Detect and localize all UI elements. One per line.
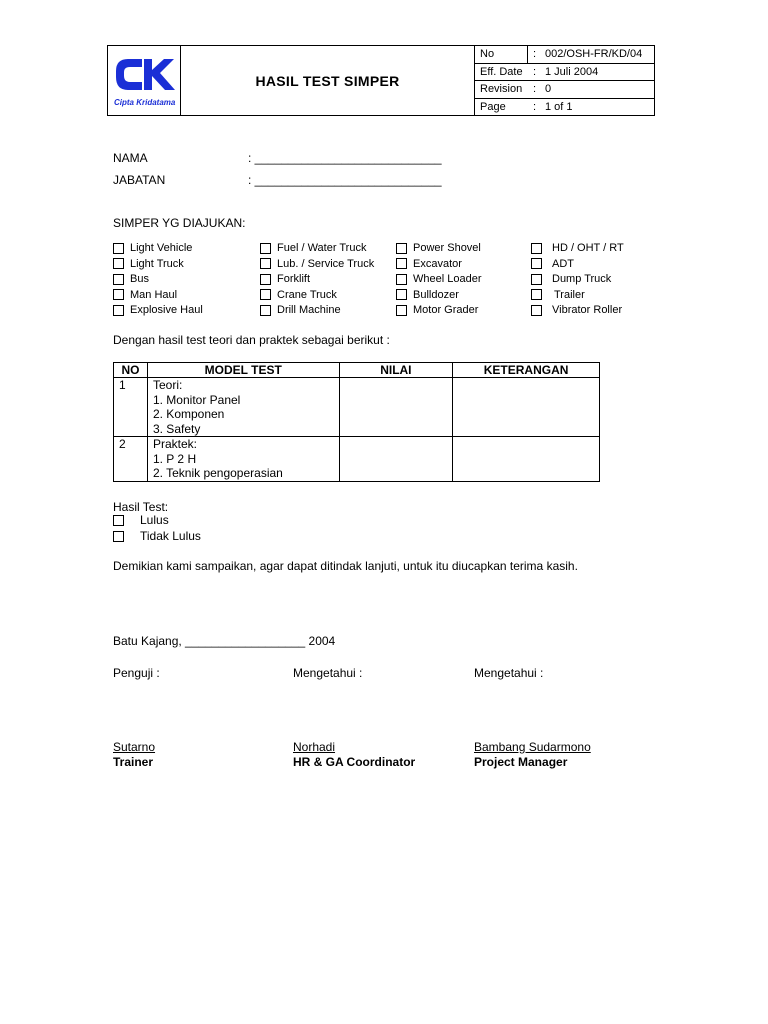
meta-colon: : [533, 83, 537, 95]
document-meta-table [474, 46, 655, 115]
simper-option[interactable]: Drill Machine [260, 303, 341, 317]
checkbox[interactable] [396, 289, 407, 300]
title-cell [181, 46, 474, 115]
signature-role: Penguji : [113, 666, 160, 680]
result-label: Hasil Test: [113, 500, 169, 514]
checkbox[interactable] [113, 289, 124, 300]
row-item: 2. Komponen [152, 407, 225, 421]
checkbox[interactable] [531, 289, 542, 300]
checkbox[interactable] [531, 258, 542, 269]
row-no: 1 [114, 378, 148, 437]
row-item: 1. P 2 H [152, 451, 197, 466]
simper-option[interactable]: Lub. / Service Truck [260, 257, 374, 271]
checkbox[interactable] [260, 305, 271, 316]
row-item: 3. Safety [152, 421, 201, 436]
simper-option[interactable]: Crane Truck [260, 288, 337, 302]
checkbox[interactable] [396, 305, 407, 316]
checkbox[interactable] [113, 531, 124, 542]
document-title: HASIL TEST SIMPER [255, 72, 400, 89]
simper-option[interactable]: ADT [531, 257, 574, 271]
signature-title: HR & GA Coordinator [293, 755, 416, 769]
checkbox[interactable] [113, 243, 124, 254]
row-title: Praktek: [152, 437, 197, 451]
meta-key: Revision [480, 83, 523, 95]
meta-row-no [475, 46, 655, 64]
row-model-test [147, 378, 339, 437]
table-row [114, 378, 600, 437]
meta-colon: : [533, 48, 537, 60]
simper-option[interactable]: Motor Grader [396, 303, 478, 317]
row-item: 2. Teknik pengoperasian [152, 466, 283, 480]
simper-option[interactable]: Dump Truck [531, 272, 611, 286]
checkbox[interactable] [396, 243, 407, 254]
checkbox[interactable] [396, 274, 407, 285]
simper-option[interactable]: Bulldozer [396, 288, 459, 302]
meta-row-page [475, 99, 655, 117]
jabatan-field[interactable]: : ____________________________ [248, 173, 442, 187]
checkbox[interactable] [113, 258, 124, 269]
checkbox[interactable] [531, 274, 542, 285]
logo-text: Cipta Kridatama [114, 98, 176, 107]
header-nilai: NILAI [339, 363, 453, 378]
cipta-kridatama-logo [108, 46, 181, 115]
simper-option[interactable]: Man Haul [113, 288, 177, 302]
meta-colon: : [533, 65, 537, 78]
simper-option[interactable]: Wheel Loader [396, 272, 482, 286]
checkbox[interactable] [260, 274, 271, 285]
checkbox[interactable] [113, 515, 124, 526]
row-keterangan-cell[interactable] [453, 437, 600, 482]
meta-value: 1 Juli 2004 [545, 65, 599, 78]
header-keterangan: KETERANGAN [453, 363, 600, 378]
result-option-tidak-lulus[interactable]: Tidak Lulus [113, 529, 201, 543]
simper-option[interactable]: Explosive Haul [113, 303, 203, 317]
checkbox[interactable] [260, 258, 271, 269]
simper-option[interactable]: Trailer [531, 288, 585, 302]
row-keterangan-cell[interactable] [453, 378, 600, 437]
intro-text: Dengan hasil test teori dan praktek sebagai berikut : [113, 333, 390, 347]
checkbox[interactable] [260, 289, 271, 300]
simper-option[interactable]: Excavator [396, 257, 462, 271]
header-model-test: MODEL TEST [147, 363, 339, 378]
nama-label: NAMA [113, 151, 148, 165]
logo-cell [108, 46, 181, 115]
nama-field[interactable]: : ____________________________ [248, 151, 442, 165]
closing-text: Demikian kami sampaikan, agar dapat ditindak lanjuti, untuk itu diucapkan terima kasih. [113, 559, 578, 573]
meta-value: 1 of 1 [545, 100, 573, 113]
signature-role: Mengetahui : [293, 666, 363, 680]
row-no: 2 [114, 437, 148, 482]
place-date: Batu Kajang, __________________ 2004 [113, 634, 336, 648]
table-header-row [114, 363, 600, 378]
meta-key: Page [480, 100, 506, 113]
row-title: Teori: [152, 378, 183, 392]
checkbox[interactable] [260, 243, 271, 254]
simper-option[interactable]: Fuel / Water Truck [260, 241, 366, 255]
signature-name: Norhadi [293, 740, 336, 754]
jabatan-label: JABATAN [113, 173, 166, 187]
checkbox[interactable] [113, 274, 124, 285]
signature-title: Project Manager [474, 755, 568, 769]
signature-name: Sutarno [113, 740, 156, 754]
meta-key: No [480, 48, 495, 60]
simper-option[interactable]: Power Shovel [396, 241, 481, 255]
test-results-table [113, 362, 600, 482]
simper-label: SIMPER YG DIAJUKAN: [113, 216, 246, 230]
result-option-lulus[interactable]: Lulus [113, 513, 169, 527]
meta-key: Eff. Date [480, 65, 523, 78]
checkbox[interactable] [113, 305, 124, 316]
meta-row-eff-date [475, 64, 655, 82]
meta-row-revision [475, 81, 655, 99]
row-model-test [147, 437, 339, 482]
simper-option[interactable]: Light Vehicle [113, 241, 192, 255]
simper-option[interactable]: HD / OHT / RT [531, 241, 624, 255]
row-item: 1. Monitor Panel [152, 392, 241, 407]
simper-option[interactable]: Bus [113, 272, 149, 286]
checkbox[interactable] [396, 258, 407, 269]
document-header [107, 45, 655, 116]
meta-colon: : [533, 100, 537, 113]
checkbox[interactable] [531, 243, 542, 254]
header-no: NO [114, 363, 148, 378]
signature-title: Trainer [113, 755, 154, 769]
signature-name: Bambang Sudarmono [474, 740, 591, 754]
simper-option[interactable]: Vibrator Roller [531, 303, 622, 317]
row-nilai-cell[interactable] [339, 437, 453, 482]
signature-role: Mengetahui : [474, 666, 544, 680]
checkbox[interactable] [531, 305, 542, 316]
table-row [114, 437, 600, 482]
simper-option[interactable]: Forklift [260, 272, 310, 286]
simper-option[interactable]: Light Truck [113, 257, 184, 271]
meta-value: 0 [545, 83, 552, 95]
row-nilai-cell[interactable] [339, 378, 453, 437]
meta-value: 002/OSH-FR/KD/04 [545, 48, 643, 60]
